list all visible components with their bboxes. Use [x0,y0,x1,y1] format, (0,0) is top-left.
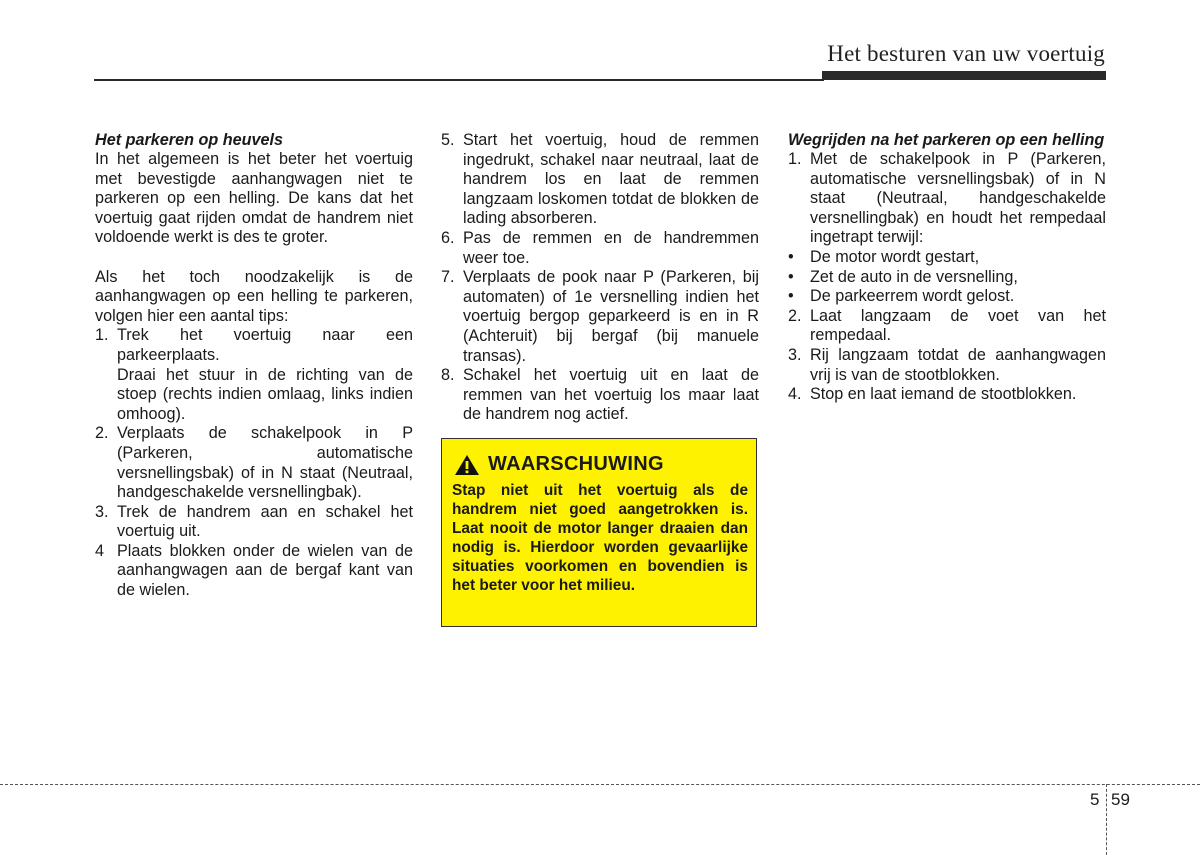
column-left [95,131,413,601]
list-item: 5. Start het voertuig, houd de remmen ingedrukt, schakel naar neutraal, laat de handrem los en laat de remmen langzaam loskomen totdat de blokken de lading absorberen. [441,131,759,228]
column-right [788,131,1106,405]
bullet-item: • De motor wordt gestart, [788,247,980,266]
section-heading: Het parkeren op heuvels [95,131,284,149]
list-item: 3. Rij langzaam totdat de aanhangwagen vrij is van de stootblokken. [788,345,1106,384]
warning-text: Stap niet uit het voertuig als de handrem niet goed aangetrokken is. Laat nooit de motor langer draaien dan nodig is. Hierdoor worden gevaarlijke situaties voorkomen en bovendien is het beter voor het milieu. [452,482,748,595]
section-heading: Wegrijden na het parkeren op een helling [788,131,1105,149]
warning-triangle-icon [454,454,480,476]
section-number: 5 [1090,790,1100,809]
warning-box [441,438,757,627]
header-rule-accent [822,71,1106,80]
header-rule [94,79,824,81]
list-item: 4. Stop en laat iemand de stootblokken. [788,385,1077,404]
page-number: 59 [1111,790,1130,809]
list-item: 2. Laat langzaam de voet van het rempedaal. [788,306,1106,345]
bullet-item: • Zet de auto in de versnelling, [788,267,1018,286]
bullet-item: • De parkeerrem wordt gelost. [788,287,1015,306]
footer-page-divider [1106,784,1107,855]
list-item: 3. Trek de handrem aan en schakel het voertuig uit. [95,502,413,541]
list-item: 2. Verplaats de schakelpook in P (Parkeren, automatische versnellingsbak) of in N staat (Neutraal, handgeschakelde versnellingbak). [95,424,413,502]
paragraph: In het algemeen is het beter het voertuig met bevestigde aanhangwagen niet te parkeren op een helling. De kans dat het voertuig gaat rijden omdat de handrem niet voldoende werkt is des te groter. [95,150,413,247]
list-item-subtext: Draai het stuur in de richting van de stoep (rechts indien omlaag, links indien omhoog). [117,365,413,423]
footer-divider [0,784,1200,785]
page-header-title: Het besturen van uw voertuig [827,41,1105,66]
paragraph: Als het toch noodzakelijk is de aanhangwagen op een helling te parkeren, volgen hier een aantal tips: [95,267,413,325]
list-item: 7. Verplaats de pook naar P (Parkeren, bij automaten) of 1e versnelling indien het voertuig bergop geparkeerd is en in R (Achteruit) bij bergaf (bij manuele transas). [441,268,759,365]
list-item: 8. Schakel het voertuig uit en laat de remmen van het voertuig los maar laat de handrem nog actief. [441,366,759,424]
list-item: 1. Met de schakelpook in P (Parkeren, automatische versnellingsbak) of in N staat (Neutraal, handgeschakelde versnellingbak) en houdt het rempedaal ingetrapt terwijl: [788,150,1106,247]
column-middle [441,131,759,425]
list-item: 4 Plaats blokken onder de wielen van de aanhangwagen aan de bergaf kant van de wielen. [95,541,413,600]
warning-title: WAARSCHUWING [488,453,664,475]
list-item: 6. Pas de remmen en de handremmen weer toe. [441,228,759,267]
list-item: 1. Trek het voertuig naar een parkeerplaats. [95,326,413,364]
warning-header [454,453,664,476]
